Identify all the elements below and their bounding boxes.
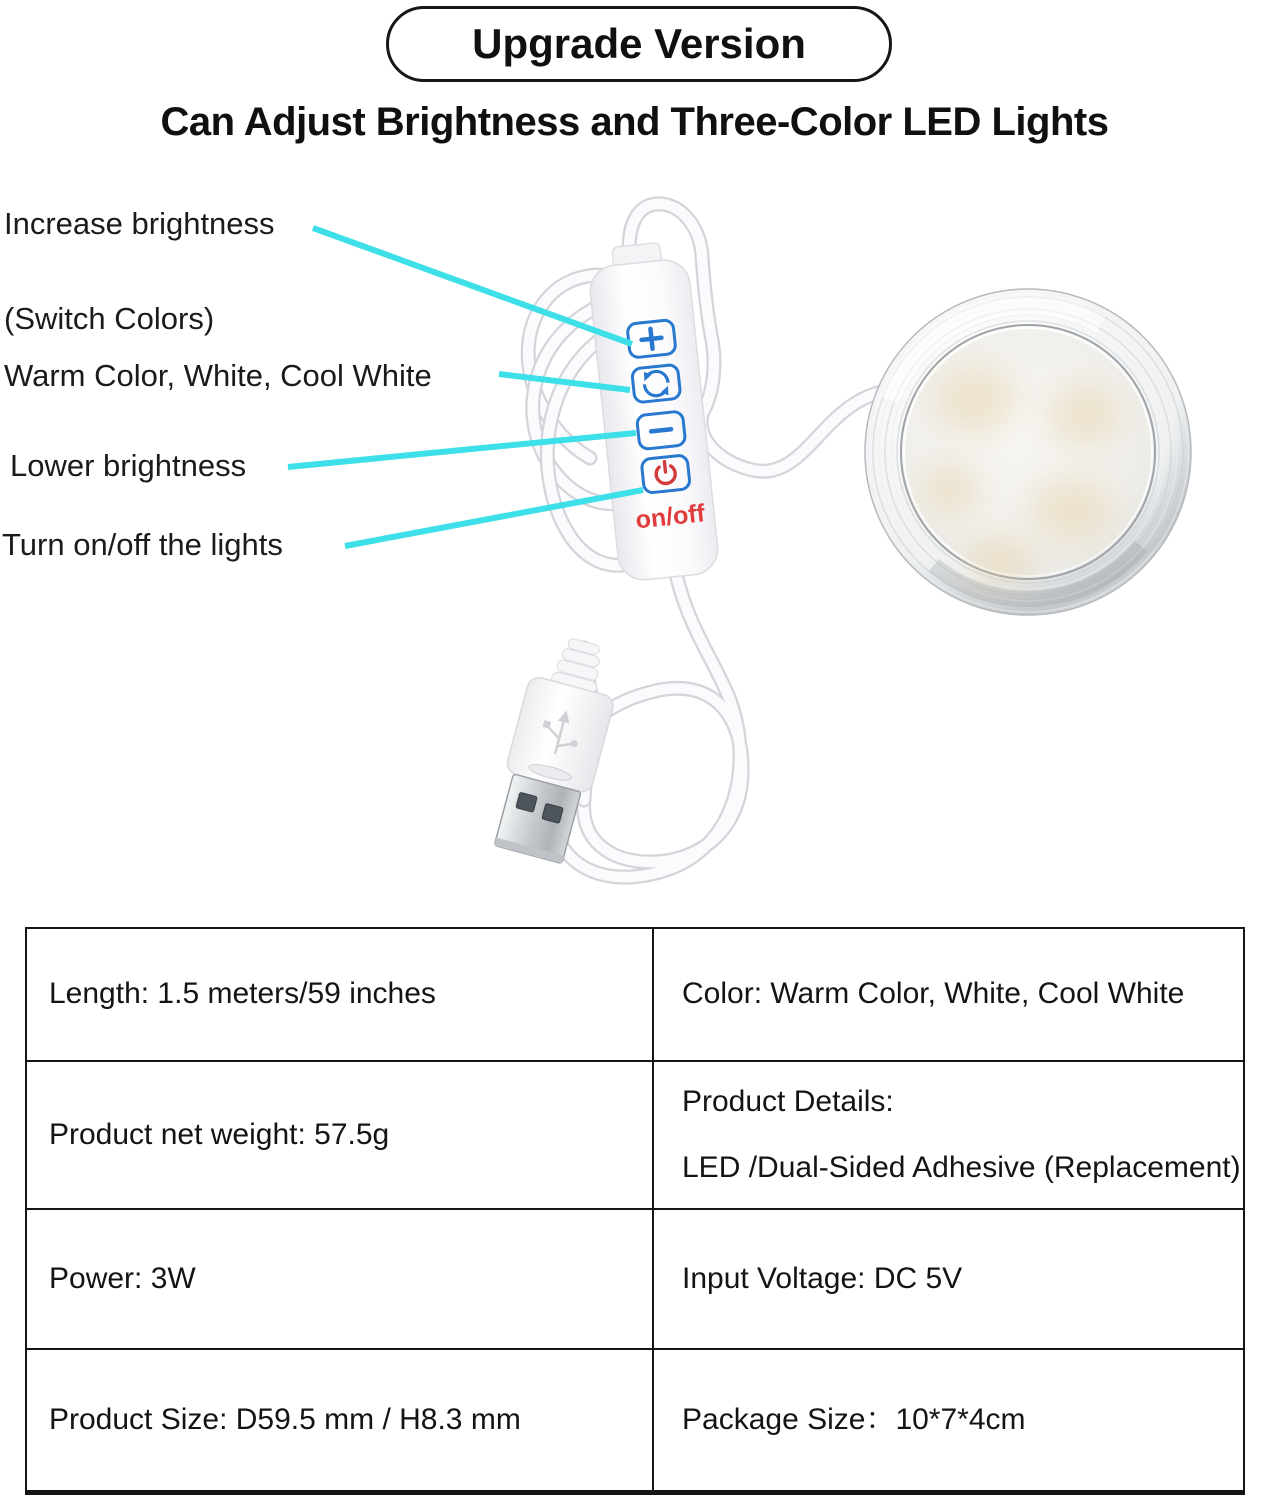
spec-power: Power: 3W	[27, 1210, 654, 1348]
callout-turn-onoff: Turn on/off the lights	[2, 527, 283, 562]
callout-increase-brightness: Increase brightness	[4, 206, 275, 241]
spec-length: Length: 1.5 meters/59 inches	[27, 929, 654, 1060]
callout-lower-brightness: Lower brightness	[10, 448, 247, 483]
spec-weight: Product net weight: 57.5g	[27, 1062, 654, 1208]
spec-table	[25, 927, 1245, 1495]
spec-package-size: Package Size：10*7*4cm	[682, 1402, 1026, 1436]
table-row	[27, 929, 1243, 1060]
table-row	[27, 1348, 1243, 1490]
badge-label: Upgrade Version	[472, 20, 806, 67]
table-row	[27, 1208, 1243, 1348]
spec-product-details: Product Details: LED /Dual-Sided Adhesive (Replacement)	[682, 1084, 1241, 1184]
table-row	[27, 1060, 1243, 1208]
led-puck-light	[865, 289, 1191, 615]
callout-color-options: Warm Color, White, Cool White	[4, 358, 432, 393]
usb-plug	[486, 631, 628, 866]
callout-line-power	[345, 490, 643, 546]
spec-color: Color: Warm Color, White, Cool White	[682, 977, 1185, 1011]
callout-line-increase	[313, 228, 632, 344]
spec-input-voltage: Input Voltage: DC 5V	[682, 1261, 963, 1295]
callout-switch-colors-heading: (Switch Colors)	[4, 301, 215, 336]
onoff-label: on/off	[634, 499, 707, 535]
page-title: Can Adjust Brightness and Three-Color LED Lights	[160, 100, 1109, 144]
spec-product-size: Product Size: D59.5 mm / H8.3 mm	[27, 1350, 654, 1490]
puck-diffuser	[905, 329, 1151, 575]
minus-icon	[651, 429, 671, 431]
